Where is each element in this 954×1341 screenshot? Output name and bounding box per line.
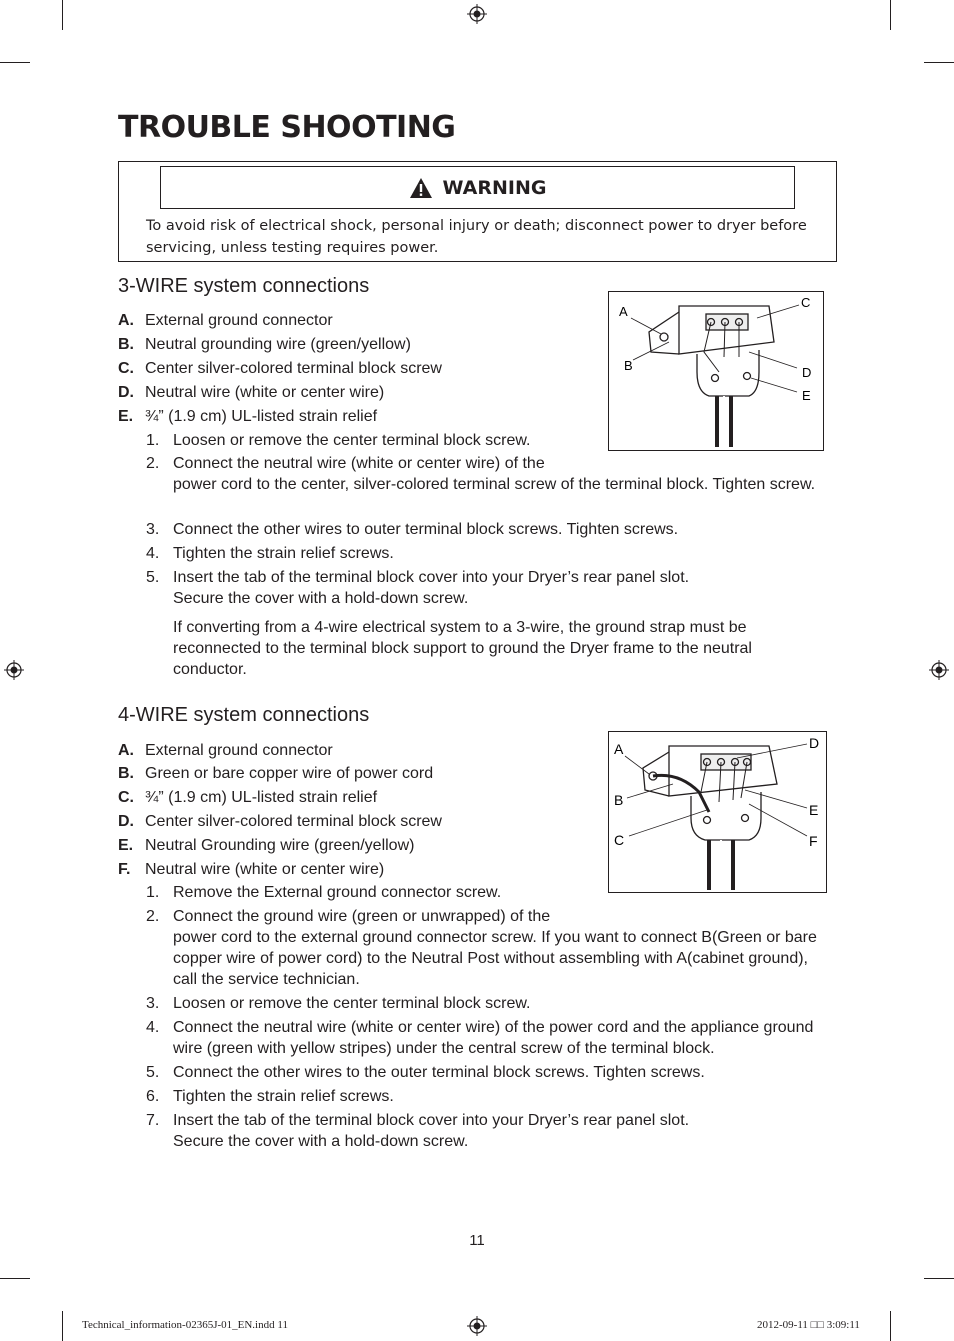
- callout-line: [749, 352, 797, 368]
- list-item: [118, 835, 414, 856]
- crop-mark: [924, 62, 954, 63]
- step-item: [146, 543, 816, 564]
- figure-label: E: [802, 388, 811, 403]
- list-item: [118, 310, 333, 331]
- step-number: 5.: [146, 1064, 160, 1081]
- step-item: [146, 906, 606, 927]
- step-number: 4.: [146, 545, 160, 562]
- item-letter: F.: [118, 861, 131, 878]
- figure-label: B: [624, 358, 633, 373]
- crop-mark: [0, 1278, 30, 1279]
- four-wire-diagram: [608, 731, 827, 893]
- item-letter: A.: [118, 312, 134, 329]
- callout-line: [629, 810, 707, 836]
- item-text: ¾” (1.9 cm) UL-listed strain relief: [145, 408, 378, 425]
- item-text: Center silver-colored terminal block screw: [145, 360, 442, 377]
- callout-line: [625, 756, 649, 774]
- item-text: Neutral wire (white or center wire): [145, 384, 385, 401]
- warning-heading: WARNING: [442, 176, 547, 199]
- step-number: 2.: [146, 908, 160, 925]
- list-item: [118, 811, 442, 832]
- item-letter: E.: [118, 837, 134, 854]
- figure-label: E: [809, 802, 819, 818]
- step-number: 4.: [146, 1019, 160, 1036]
- step-item: [146, 474, 816, 495]
- list-item: [118, 406, 377, 427]
- step-item: [146, 1131, 836, 1152]
- four-wire-heading: 4-WIRE system connections: [118, 704, 370, 726]
- item-text: ¾” (1.9 cm) UL-listed strain relief: [145, 789, 378, 806]
- slug-timestamp: 2012-09-11 □□ 3:09:11: [757, 1319, 860, 1331]
- registration-mark-icon: [467, 1316, 487, 1336]
- figure-label: D: [809, 735, 820, 751]
- item-text: External ground connector: [145, 742, 333, 759]
- step-item: [146, 927, 836, 990]
- callout-line: [631, 318, 661, 334]
- step-text: Connect the other wires to the outer terminal block screws. Tighten screws.: [173, 1064, 705, 1081]
- item-letter: B.: [118, 765, 134, 782]
- step-item: [146, 588, 816, 609]
- callout-line: [749, 804, 807, 836]
- warning-header: [160, 166, 795, 209]
- conversion-note: [146, 617, 786, 680]
- item-letter: D.: [118, 813, 134, 830]
- item-text: Green or bare copper wire of power cord: [145, 765, 434, 782]
- list-item: [118, 763, 433, 784]
- step-item: [146, 993, 836, 1014]
- list-item: [118, 382, 384, 403]
- figure-label: A: [614, 741, 624, 757]
- crop-mark: [890, 0, 891, 30]
- step-item: [146, 430, 606, 451]
- step-number: 1.: [146, 432, 160, 449]
- figure-label: F: [809, 833, 818, 849]
- registration-mark-icon: [929, 660, 949, 680]
- step-number: 5.: [146, 569, 160, 586]
- item-text: Neutral wire (white or center wire): [145, 861, 385, 878]
- item-letter: C.: [118, 789, 134, 806]
- step-text: Secure the cover with a hold-down screw.: [173, 590, 469, 607]
- step-text: Insert the tab of the terminal block cover into your Dryer’s rear panel slot.: [173, 569, 690, 586]
- step-item: [146, 567, 816, 588]
- crop-mark: [0, 62, 30, 63]
- item-letter: B.: [118, 336, 134, 353]
- slug-filename: Technical_information-02365J-01_EN.indd 11: [82, 1319, 288, 1331]
- step-text: Insert the tab of the terminal block cover into your Dryer’s rear panel slot.: [173, 1112, 690, 1129]
- step-item: [146, 1110, 836, 1131]
- registration-mark-icon: [4, 660, 24, 680]
- item-letter: C.: [118, 360, 134, 377]
- step-item: [146, 1062, 836, 1083]
- warning-text: To avoid risk of electrical shock, personal injury or death; disconnect power to dryer before servicing, unless testing requires power.: [146, 218, 807, 256]
- callout-line: [633, 342, 669, 360]
- step-item: [146, 1017, 836, 1059]
- list-item: [118, 740, 333, 761]
- step-number: 6.: [146, 1088, 160, 1105]
- step-text: Connect the other wires to outer terminal block screws. Tighten screws.: [173, 521, 679, 538]
- figure-label: C: [801, 295, 811, 310]
- registration-mark-icon: [467, 4, 487, 24]
- step-number: 1.: [146, 884, 160, 901]
- step-number: 2.: [146, 455, 160, 472]
- step-text: Connect the neutral wire (white or center wire) of the power cord and the appliance ground wire (green with yellow stripes) under the central screw of the terminal block.: [173, 1019, 814, 1057]
- warning-triangle-icon: [409, 177, 433, 199]
- list-item: [118, 787, 377, 808]
- three-wire-diagram: [608, 291, 824, 451]
- item-text: Neutral Grounding wire (green/yellow): [145, 837, 415, 854]
- step-item: [146, 519, 816, 540]
- figure-label: C: [614, 832, 625, 848]
- step-text: Remove the External ground connector screw.: [173, 884, 502, 901]
- list-item: [118, 859, 384, 880]
- step-text: power cord to the external ground connector screw. If you want to connect B(Green or bare copper wire of power cord) to the Neutral Post without assembling with A(cabinet ground), call the service technician.: [173, 929, 817, 988]
- step-text: Tighten the strain relief screws.: [173, 1088, 394, 1105]
- step-text: Loosen or remove the center terminal block screw.: [173, 432, 531, 449]
- step-item: [146, 882, 606, 903]
- step-text: Loosen or remove the center terminal block screw.: [173, 995, 531, 1012]
- step-text: power cord to the center, silver-colored terminal screw of the terminal block. Tighten screw.: [173, 476, 816, 493]
- step-text: Secure the cover with a hold-down screw.: [173, 1133, 469, 1150]
- callout-line: [745, 790, 807, 808]
- step-number: 7.: [146, 1112, 160, 1129]
- item-text: External ground connector: [145, 312, 333, 329]
- item-letter: A.: [118, 742, 134, 759]
- crop-mark: [62, 1311, 63, 1341]
- note-text: If converting from a 4-wire electrical system to a 3-wire, the ground strap must be reconnected to the terminal block support to ground the Dryer frame to the neutral conductor.: [173, 619, 752, 678]
- figure-label: D: [802, 365, 812, 380]
- step-item: [146, 1086, 836, 1107]
- crop-mark: [62, 0, 63, 30]
- figure-label: A: [619, 304, 628, 319]
- item-letter: D.: [118, 384, 134, 401]
- list-item: [118, 334, 411, 355]
- step-text: Connect the neutral wire (white or center wire) of the: [173, 455, 545, 472]
- crop-mark: [924, 1278, 954, 1279]
- page-title: TROUBLE SHOOTING: [118, 110, 456, 145]
- step-number: 3.: [146, 995, 160, 1012]
- three-wire-heading: 3-WIRE system connections: [118, 275, 370, 297]
- crop-mark: [890, 1311, 891, 1341]
- step-text: Connect the ground wire (green or unwrapped) of the: [173, 908, 551, 925]
- step-number: 3.: [146, 521, 160, 538]
- list-item: [118, 358, 442, 379]
- item-letter: E.: [118, 408, 134, 425]
- item-text: Neutral grounding wire (green/yellow): [145, 336, 411, 353]
- item-text: Center silver-colored terminal block screw: [145, 813, 442, 830]
- step-text: Tighten the strain relief screws.: [173, 545, 394, 562]
- page-number: 11: [469, 1232, 485, 1249]
- figure-label: B: [614, 792, 624, 808]
- step-item: [146, 453, 606, 474]
